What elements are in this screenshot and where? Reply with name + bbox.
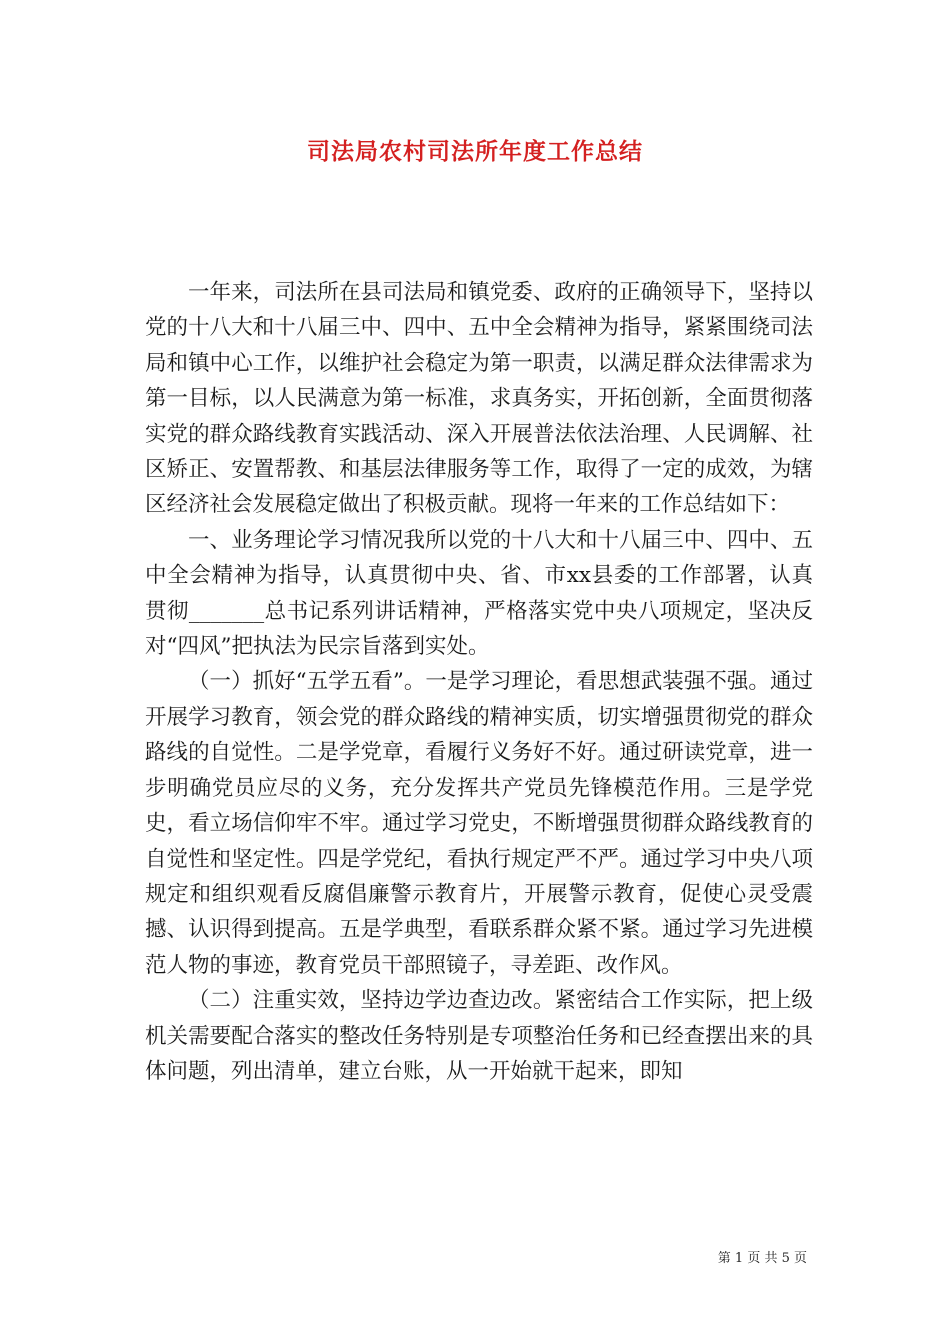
- paragraph-subsection-2: （二）注重实效，坚持边学边查边改。紧密结合工作实际，把上级机关需要配合落实的整改任务特别是专项整治任务和已经查摆出来的具体问题，列出清单，建立台账，从一开始就干起来，即知: [145, 988, 813, 1084]
- paragraph-intro: 一年来，司法所在县司法局和镇党委、政府的正确领导下，坚持以党的十八大和十八届三中、四中、五中全会精神为指导，紧紧围绕司法局和镇中心工作，以维护社会稳定为第一职责，以满足群众法律需求为第一目标，以人民满意为第一标准，求真务实，开拓创新，全面贯彻落实党的群众路线教育实践活动、深入开展普法依法治理、人民调解、社区矫正、安置帮教、和基层法律服务等工作，取得了一定的成效，为辖区经济社会发展稳定做出了积极贡献。现将一年来的工作总结如下：: [145, 280, 813, 518]
- document-body: [145, 275, 813, 1089]
- document-title: 司法局农村司法所年度工作总结: [307, 138, 643, 165]
- paragraph-section-1: 一、业务理论学习情况我所以党的十八大和十八届三中、四中、五中全会精神为指导，认真贯彻中央、省、市xx县委的工作部署，认真贯彻_______总书记系列讲话精神，严格落实党中央八项规定，坚决反对“四风”把执法为民宗旨落到实处。: [145, 527, 813, 660]
- paragraph-subsection-1: （一）抓好“五学五看”。一是学习理论，看思想武装强不强。通过开展学习教育，领会党的群众路线的精神实质，切实增强贯彻党的群众路线的自觉性。二是学党章，看履行义务好不好。通过研读党章，进一步明确党员应尽的义务，充分发挥共产党员先锋模范作用。三是学党史，看立场信仰牢不牢。通过学习党史，不断增强贯彻群众路线教育的自觉性和坚定性。四是学党纪，看执行规定严不严。通过学习中央八项规定和组织观看反腐倡廉警示教育片，开展警示教育，促使心灵受震撼、认识得到提高。五是学典型，看联系群众紧不紧。通过学习先进模范人物的事迹，教育党员干部照镜子，寻差距、改作风。: [145, 669, 813, 978]
- page-number: 第 1 页 共 5 页: [717, 1251, 807, 1266]
